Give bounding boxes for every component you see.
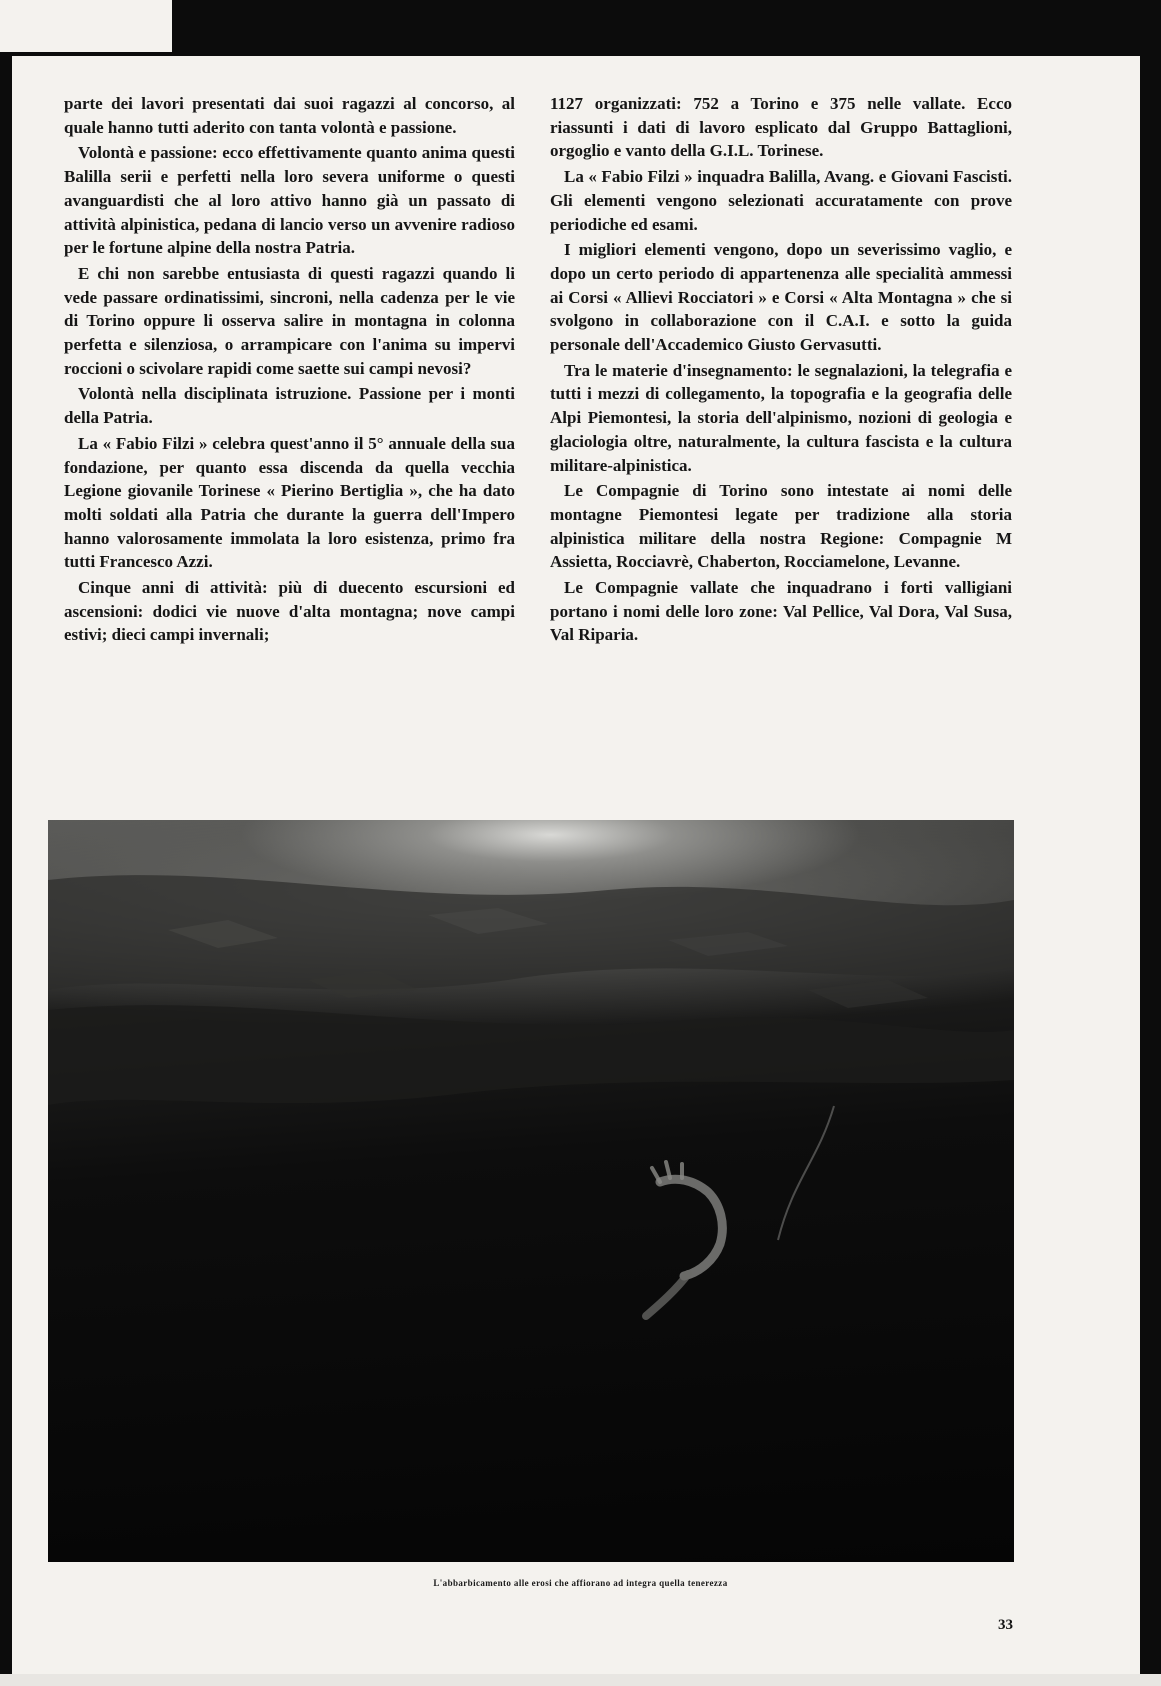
- climbing-photo: [48, 820, 1014, 1562]
- photo-texture: [48, 820, 1014, 1562]
- page-number: 33: [998, 1617, 1013, 1633]
- left-paragraph-1: parte dei lavori presentati dai suoi ragazzi al concorso, al quale hanno tutti aderito con tanta volontà e passione.: [64, 94, 515, 137]
- right-paragraph-2: La « Fabio Filzi » inquadra Balilla, Avang. e Giovani Fascisti. Gli elementi vengono selezionati accuratamente con prove periodiche ed esami.: [550, 167, 1012, 234]
- right-paragraph-5: Le Compagnie di Torino sono intestate ai nomi delle montagne Piemontesi legate per tradizione alla storia alpinistica militare della nostra Regione: Compagnie M Assietta, Rocciavrè, Chaberton, Rocciamelone, Levanne.: [550, 481, 1012, 572]
- article-left-column: [64, 92, 515, 649]
- photo-caption: L'abbarbicamento alle erosi che affiorano ad integra quella tenerezza: [433, 1578, 728, 1588]
- left-paragraph-3: E chi non sarebbe entusiasta di questi ragazzi quando li vede passare ordinatissimi, sincroni, nella cadenza per le vie di Torino oppure li osserva salire in montagna in colonna perfetta e silenziosa, o arrampicare con l'anima su impervi roccioni o scivolare rapidi come saette sui campi nevosi?: [64, 263, 515, 378]
- left-paragraph-4: Volontà nella disciplinata istruzione. Passione per i monti della Patria.: [64, 384, 515, 428]
- scan-corner-tab: [0, 0, 172, 52]
- right-paragraph-3: I migliori elementi vengono, dopo un severissimo vaglio, e dopo un certo periodo di appartenenza alle specialità ammessi ai Corsi « Allievi Rocciatori » e Corsi « Alta Montagna » che si svolgono in collaborazione con il C.A.I. e sotto la guida personale dell'Accademico Giusto Gervasutti.: [550, 240, 1012, 355]
- right-paragraph-1: 1127 organizzati: 752 a Torino e 375 nelle vallate. Ecco riassunti i dati di lavoro esplicato dal Gruppo Battaglioni, orgoglio e vanto della G.I.L. Torinese.: [550, 94, 1012, 161]
- left-paragraph-5: La « Fabio Filzi » celebra quest'anno il 5° annuale della sua fondazione, per quanto essa discenda da quella vecchia Legione giovanile Torinese « Pierino Bertiglia », che ha dato molti soldati alla Patria che durante la guerra dell'Impero hanno valorosamente immolata la loro esistenza, primo fra tutti Francesco Azzi.: [64, 433, 515, 572]
- right-paragraph-6: Le Compagnie vallate che inquadrano i forti valligiani portano i nomi delle loro zone: Val Pellice, Val Dora, Val Susa, Val Riparia.: [550, 578, 1012, 645]
- scan-bottom-strip: [0, 1674, 1161, 1686]
- right-paragraph-4: Tra le materie d'insegnamento: le segnalazioni, la telegrafia e tutti i mezzi di collegamento, la topografia e la geografia delle Alpi Piemontesi, la storia dell'alpinismo, nozioni di geologia e glaciologia oltre, naturalmente, la cultura fascista e la cultura militare-alpinistica.: [550, 360, 1012, 475]
- left-paragraph-2: Volontà e passione: ecco effettivamente quanto anima questi Balilla serii e perfetti nella loro severa uniforme o questi avanguardisti che al loro attivo hanno già un passato di attività alpinistica, pedana di lancio verso un avvenire radioso per le fortune alpine della nostra Patria.: [64, 143, 515, 258]
- article-right-column: [550, 92, 1012, 649]
- left-paragraph-6: Cinque anni di attività: più di duecento escursioni ed ascensioni: dodici vie nuove d'alta montagna; nove campi estivi; dieci campi invernali;: [64, 578, 515, 645]
